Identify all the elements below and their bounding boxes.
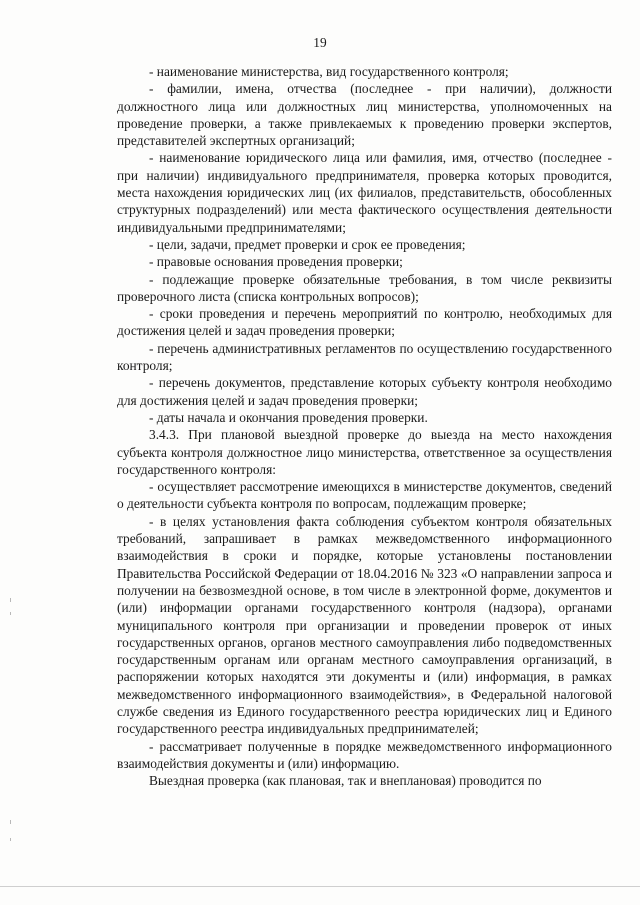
paragraph: - подлежащие проверке обязательные требования, в том числе реквизиты проверочного листа (списка контрольных вопросов);: [117, 271, 612, 304]
scan-speck: [10, 838, 11, 841]
scan-speck: [10, 820, 11, 824]
paragraph: 3.4.3. При плановой выездной проверке до выезда на место нахождения субъекта контроля должностное лицо министерства, ответственное за осуществления государственного контроля:: [117, 427, 612, 477]
scan-edge-line: [0, 886, 640, 887]
paragraph: Выездная проверка (как плановая, так и внеплановая) проводится по: [149, 773, 542, 789]
paragraph: - даты начала и окончания проведения проверки.: [149, 409, 428, 425]
paragraph: - наименование министерства, вид государственного контроля;: [149, 64, 509, 79]
paragraph: - перечень документов, представление которых субъекту контроля необходимо для достижения целей и задач проведения проверки;: [117, 375, 612, 408]
paragraph: - осуществляет рассмотрение имеющихся в министерстве документов, сведений о деятельности субъекта контроля по вопросам, подлежащим проверке;: [117, 479, 612, 512]
document-body: [117, 63, 612, 789]
scan-speck: [10, 598, 11, 602]
scan-speck: [10, 612, 11, 615]
paragraph: - рассматривает полученные в порядке межведомственного информационного взаимодействия документы и (или) информацию.: [117, 738, 612, 771]
paragraph: - фамилии, имена, отчества (последнее - при наличии), должности должностного лица или должностных лиц министерства, уполномоченных на проведение проверки, а также привлекаемых к проведению проверки экспертов, представителей экспертных организаций;: [117, 81, 612, 149]
page-number: 19: [313, 35, 327, 50]
paragraph: - цели, задачи, предмет проверки и срок ее проведения;: [149, 236, 466, 252]
paragraph: - наименование юридического лица или фамилия, имя, отчество (последнее - при наличии) индивидуального предпринимателя, проверка которых проводится, места нахождения юридических лиц (их филиалов, представительств, обособленных структурных подразделений) или места фактического осуществления деятельности индивидуальными предпринимателями;: [117, 150, 612, 235]
paragraph: - правовые основания проведения проверки;: [149, 254, 403, 270]
paragraph: - в целях установления факта соблюдения субъектом контроля обязательных требований, запрашивает в рамках межведомственного информационного взаимодействия в сроки и порядке, которые установлены постановлении Правительства Российской Федерации от 18.04.2016 № 323 «О направлении запроса и получении на безвозмездной основе, в том числе в электронной форме, документов и (или) информации органами государственного контроля (надзора), органами муниципального контроля при организации и проведении проверок от иных государственных органов, органов местного самоуправления либо подведомственных государственным органам или органам местного самоуправления организаций, в распоряжении которых находятся эти документы и (или) информация, в рамках межведомственного информационного взаимодействия», в Федеральной налоговой службе сведения из Единого государственного реестра юридических лиц и Единого государственного реестра индивидуальных предпринимателей;: [117, 513, 612, 737]
paragraph: - сроки проведения и перечень мероприятий по контролю, необходимых для достижения целей и задач проведения проверки;: [117, 306, 612, 339]
paragraph: - перечень административных регламентов по осуществлению государственного контроля;: [117, 340, 612, 374]
